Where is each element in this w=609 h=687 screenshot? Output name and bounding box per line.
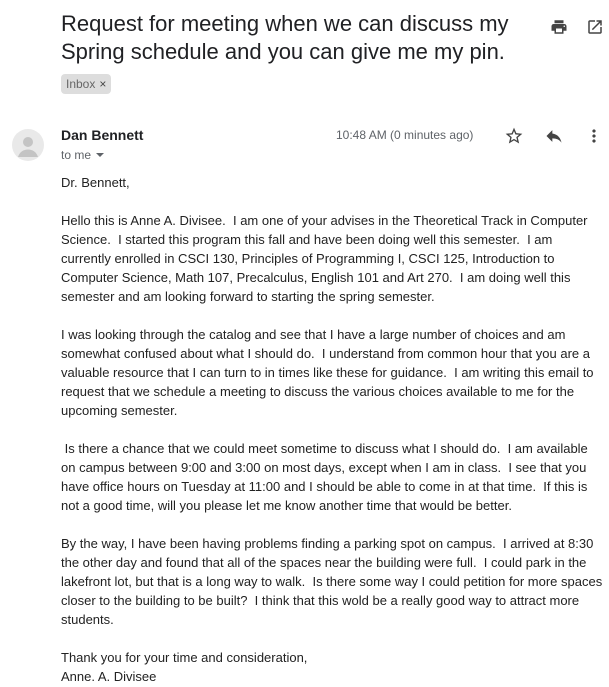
email-header — [61, 10, 531, 66]
email-paragraph-1: Hello this is Anne A. Divisee. I am one of your advises in the Theoretical Track in Computer Science. I started this program this fall and have been doing well this semester. I am currently enrolled in CSCI 130, Principles of Programming I, CSCI 125, Introduction to Computer Science, Math 107, Precalculus, English 101 and Art 270. I am doing well this semester and am looking forward to starting the spring semester. — [61, 213, 592, 304]
message-timestamp: 10:48 AM (0 minutes ago) — [336, 128, 474, 142]
star-icon[interactable] — [503, 125, 525, 147]
chevron-down-icon — [95, 150, 105, 160]
thread-actions — [548, 16, 606, 38]
reply-icon[interactable] — [543, 125, 565, 147]
message-actions — [503, 125, 605, 147]
email-greeting: Dr. Bennett, — [61, 175, 130, 190]
open-in-new-window-icon[interactable] — [584, 16, 606, 38]
remove-label-button[interactable]: × — [99, 77, 107, 91]
email-paragraph-4: By the way, I have been having problems finding a parking spot on campus. I arrived at 8:30 the other day and found that all of the spaces near the building were full. I could park in the lakefront lot, but that is a long way to walk. Is there some way I could petition for more spaces closer to the building to be built? I think that this wold be a really good way to attract more students. — [61, 536, 606, 627]
email-body — [61, 173, 606, 686]
avatar-person-icon — [12, 129, 44, 161]
email-paragraph-3: Is there a chance that we could meet sometime to discuss what I should do. I am available on campus between 9:00 and 3:00 on most days, except when I am in class. I see that you have office hours on Tuesday at 11:00 and I should be able to come in at that time. If this is not a good time, will you please let me know another time that would be better. — [61, 441, 592, 513]
email-signature: Anne. A. Divisee — [61, 669, 157, 684]
label-name: Inbox — [66, 77, 96, 91]
email-closing: Thank you for your time and consideration, — [61, 650, 308, 665]
inbox-label-chip[interactable] — [61, 74, 111, 94]
email-subject: Request for meeting when we can discuss my Spring schedule and you can give me my pin. — [61, 11, 509, 64]
print-icon[interactable] — [548, 16, 570, 38]
email-paragraph-2: I was looking through the catalog and see that I have a large number of choices and am somewhat confused about what I should do. I understand from common hour that you are a valuable resource that I can turn to in times like these for guidance. I am writing this email to request that we schedule a meeting to discuss the various choices available to me for the upcoming semester. — [61, 327, 598, 418]
sender-name[interactable]: Dan Bennett — [61, 127, 144, 143]
more-vert-icon[interactable] — [583, 125, 605, 147]
avatar[interactable] — [12, 129, 44, 161]
recipient-details[interactable] — [61, 148, 105, 162]
recipient-label: to me — [61, 148, 92, 162]
